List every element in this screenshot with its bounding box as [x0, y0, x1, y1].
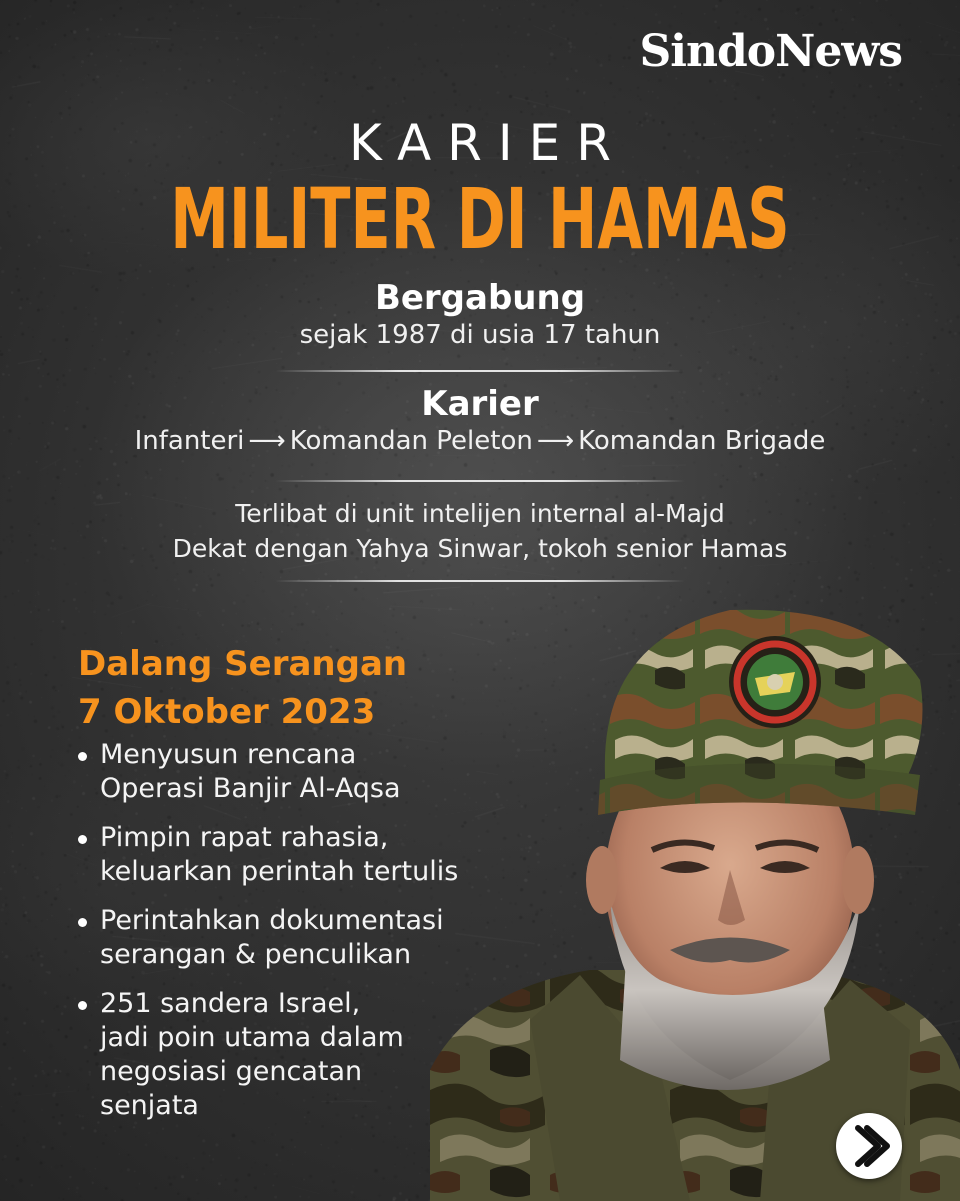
arrow-right-icon: ⟶ — [536, 426, 575, 456]
list-item — [74, 987, 494, 1123]
list-item-line: Operasi Banjir Al-Aqsa — [100, 773, 401, 804]
bullet-icon — [78, 835, 87, 844]
career-title: Karier — [421, 384, 539, 424]
involvement-line: Dekat dengan Yahya Sinwar, tokoh senior Hamas — [172, 534, 788, 563]
sindonews-logo: SindoNews — [639, 26, 902, 77]
list-item — [74, 904, 494, 972]
arrow-right-icon: ⟶ — [248, 426, 286, 456]
list-item — [74, 738, 494, 806]
career-step-infanteri: Infanteri — [134, 426, 245, 456]
attack-bullet-list — [74, 738, 494, 1138]
attack-title-line: Dalang Serangan — [78, 644, 408, 684]
list-item-line: jadi poin utama dalam — [100, 1022, 404, 1053]
bullet-icon — [78, 918, 87, 927]
page-kicker: KARIER — [349, 114, 627, 172]
career-path — [0, 426, 960, 456]
list-item-line: serangan & penculikan — [100, 939, 412, 970]
career-step-komandan-brigade: Komandan Brigade — [578, 426, 826, 456]
portrait-illustration — [430, 600, 960, 1201]
list-item-line: Pimpin rapat rahasia, — [100, 822, 389, 853]
attack-date: 7 Oktober 2023 — [78, 692, 376, 732]
divider — [275, 480, 685, 482]
bullet-icon — [78, 752, 87, 761]
joined-title: Bergabung — [374, 278, 586, 318]
career-step-komandan-peleton: Komandan Peleton — [289, 426, 533, 456]
list-item-line: 251 sandera Israel, — [100, 988, 361, 1019]
attack-title — [78, 640, 407, 736]
next-slide-button[interactable] — [836, 1113, 902, 1179]
divider — [275, 580, 685, 582]
chevron-right-icon — [836, 1113, 902, 1179]
list-item-line: keluarkan perintah tertulis — [100, 856, 459, 887]
involvement-text — [0, 496, 960, 566]
joined-detail: sejak 1987 di usia 17 tahun — [299, 320, 661, 350]
list-item-line: Perintahkan dokumentasi — [100, 905, 444, 936]
list-item-line: Menyusun rencana — [100, 739, 357, 770]
list-item-line: negosiasi gencatan — [100, 1056, 363, 1087]
page-title: MILITER DI HAMAS — [170, 170, 790, 268]
involvement-line: Terlibat di unit intelijen internal al-Majd — [235, 499, 725, 528]
list-item-line: senjata — [100, 1090, 199, 1121]
bullet-icon — [78, 1001, 87, 1010]
list-item — [74, 821, 494, 889]
divider — [275, 370, 685, 372]
